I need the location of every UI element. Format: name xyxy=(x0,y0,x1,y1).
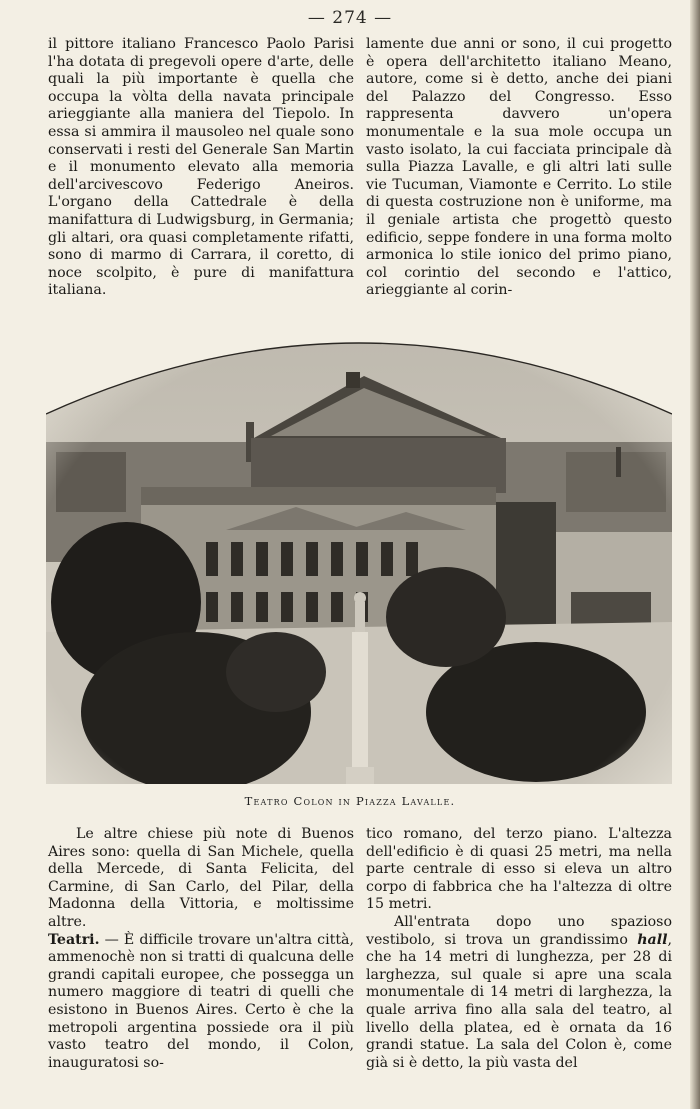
paragraph xyxy=(366,914,672,1072)
paragraph: lamente due anni or sono, il cui progetto è opera dell'architetto italiano Meano, autore, come si è detto, anche dei piani del Palazzo del Congresso. Esso rappresenta davvero un'opera monumentale e la sua mole occupa un vasto isolato, la cui facciata principale dà sulla Piazza Lavalle, e gli altri lati sulle vie Tucuman, Viamonte e Cerrito. Lo stile di questa costruzione non è uniforme, ma il geniale artista che progettò questo edificio, seppe fondere in una forma molto armonica lo stile ionico del primo piano, col corintio del secondo e l'attico, arieggiante al corin- xyxy=(366,36,672,299)
text-column-bottom-right xyxy=(366,826,672,1072)
photo-illustration xyxy=(46,302,672,784)
paragraph-text: All'entrata dopo uno spazioso vestibolo, si trova un grandissimo xyxy=(366,913,672,948)
paragraph-text: — È difficile trovare un'altra città, ammenochè non si tratti di qualcuna delle grandi capitali europee, che possegga un numero maggiore di teatri di quelli che esistono in Buenos Aires. Certo è che la metropoli argentina possiede ora il più vasto teatro del mondo, il Colon, inauguratosi so- xyxy=(48,931,354,1071)
book-spine-shadow xyxy=(690,0,700,1109)
teatro-colon-photograph xyxy=(46,302,672,784)
paragraph: il pittore italiano Francesco Paolo Parisi l'ha dotata di pregevoli opere d'arte, delle quali la più importante è quella che occupa la vòlta della navata principale arieggiante alla maniera del Tiepolo. In essa si ammira il mausoleo nel quale sono conservati i resti del Generale San Martin e il monumento elevato alla memoria dell'arcivescovo Federigo Aneiros. L'organo della Cattedrale è della manifattura di Ludwigsburg, in Germania; gli altari, ora quasi completamente rifatti, sono di marmo di Carrara, il coretto, di noce scolpito, è pure di manifattura italiana. xyxy=(48,36,354,299)
text-column-top-right xyxy=(366,36,672,300)
text-column-bottom-left xyxy=(48,826,354,1072)
emphasized-term: hall xyxy=(637,931,668,948)
page-number: — 274 — xyxy=(307,8,393,28)
section-heading: Teatri. xyxy=(48,931,100,948)
text-column-top-left xyxy=(48,36,354,300)
figure-caption: Teatro Colon in Piazza Lavalle. xyxy=(244,794,456,808)
paragraph-text: , che ha 14 metri di lunghezza, per 28 di larghezza, sul quale si apre una scala monumentale di 14 metri di larghezza, la quale arriva fino alla sala del teatro, al livello della platea, ed è ornata da 16 grandi statue. La sala del Colon è, come già si è detto, la più vasta del xyxy=(366,931,672,1071)
paragraph xyxy=(48,932,354,1073)
paragraph: Le altre chiese più note di Buenos Aires sono: quella di San Michele, quella della Mercede, di Santa Felicita, del Carmine, di San Carlo, del Pilar, della Madonna della Vittoria, e moltissime altre. xyxy=(48,826,354,930)
paragraph: tico romano, del terzo piano. L'altezza dell'edificio è di quasi 25 metri, ma nella parte centrale di esso si eleva un altro corpo di fabbrica che ha l'altezza di oltre 15 metri. xyxy=(366,826,672,913)
